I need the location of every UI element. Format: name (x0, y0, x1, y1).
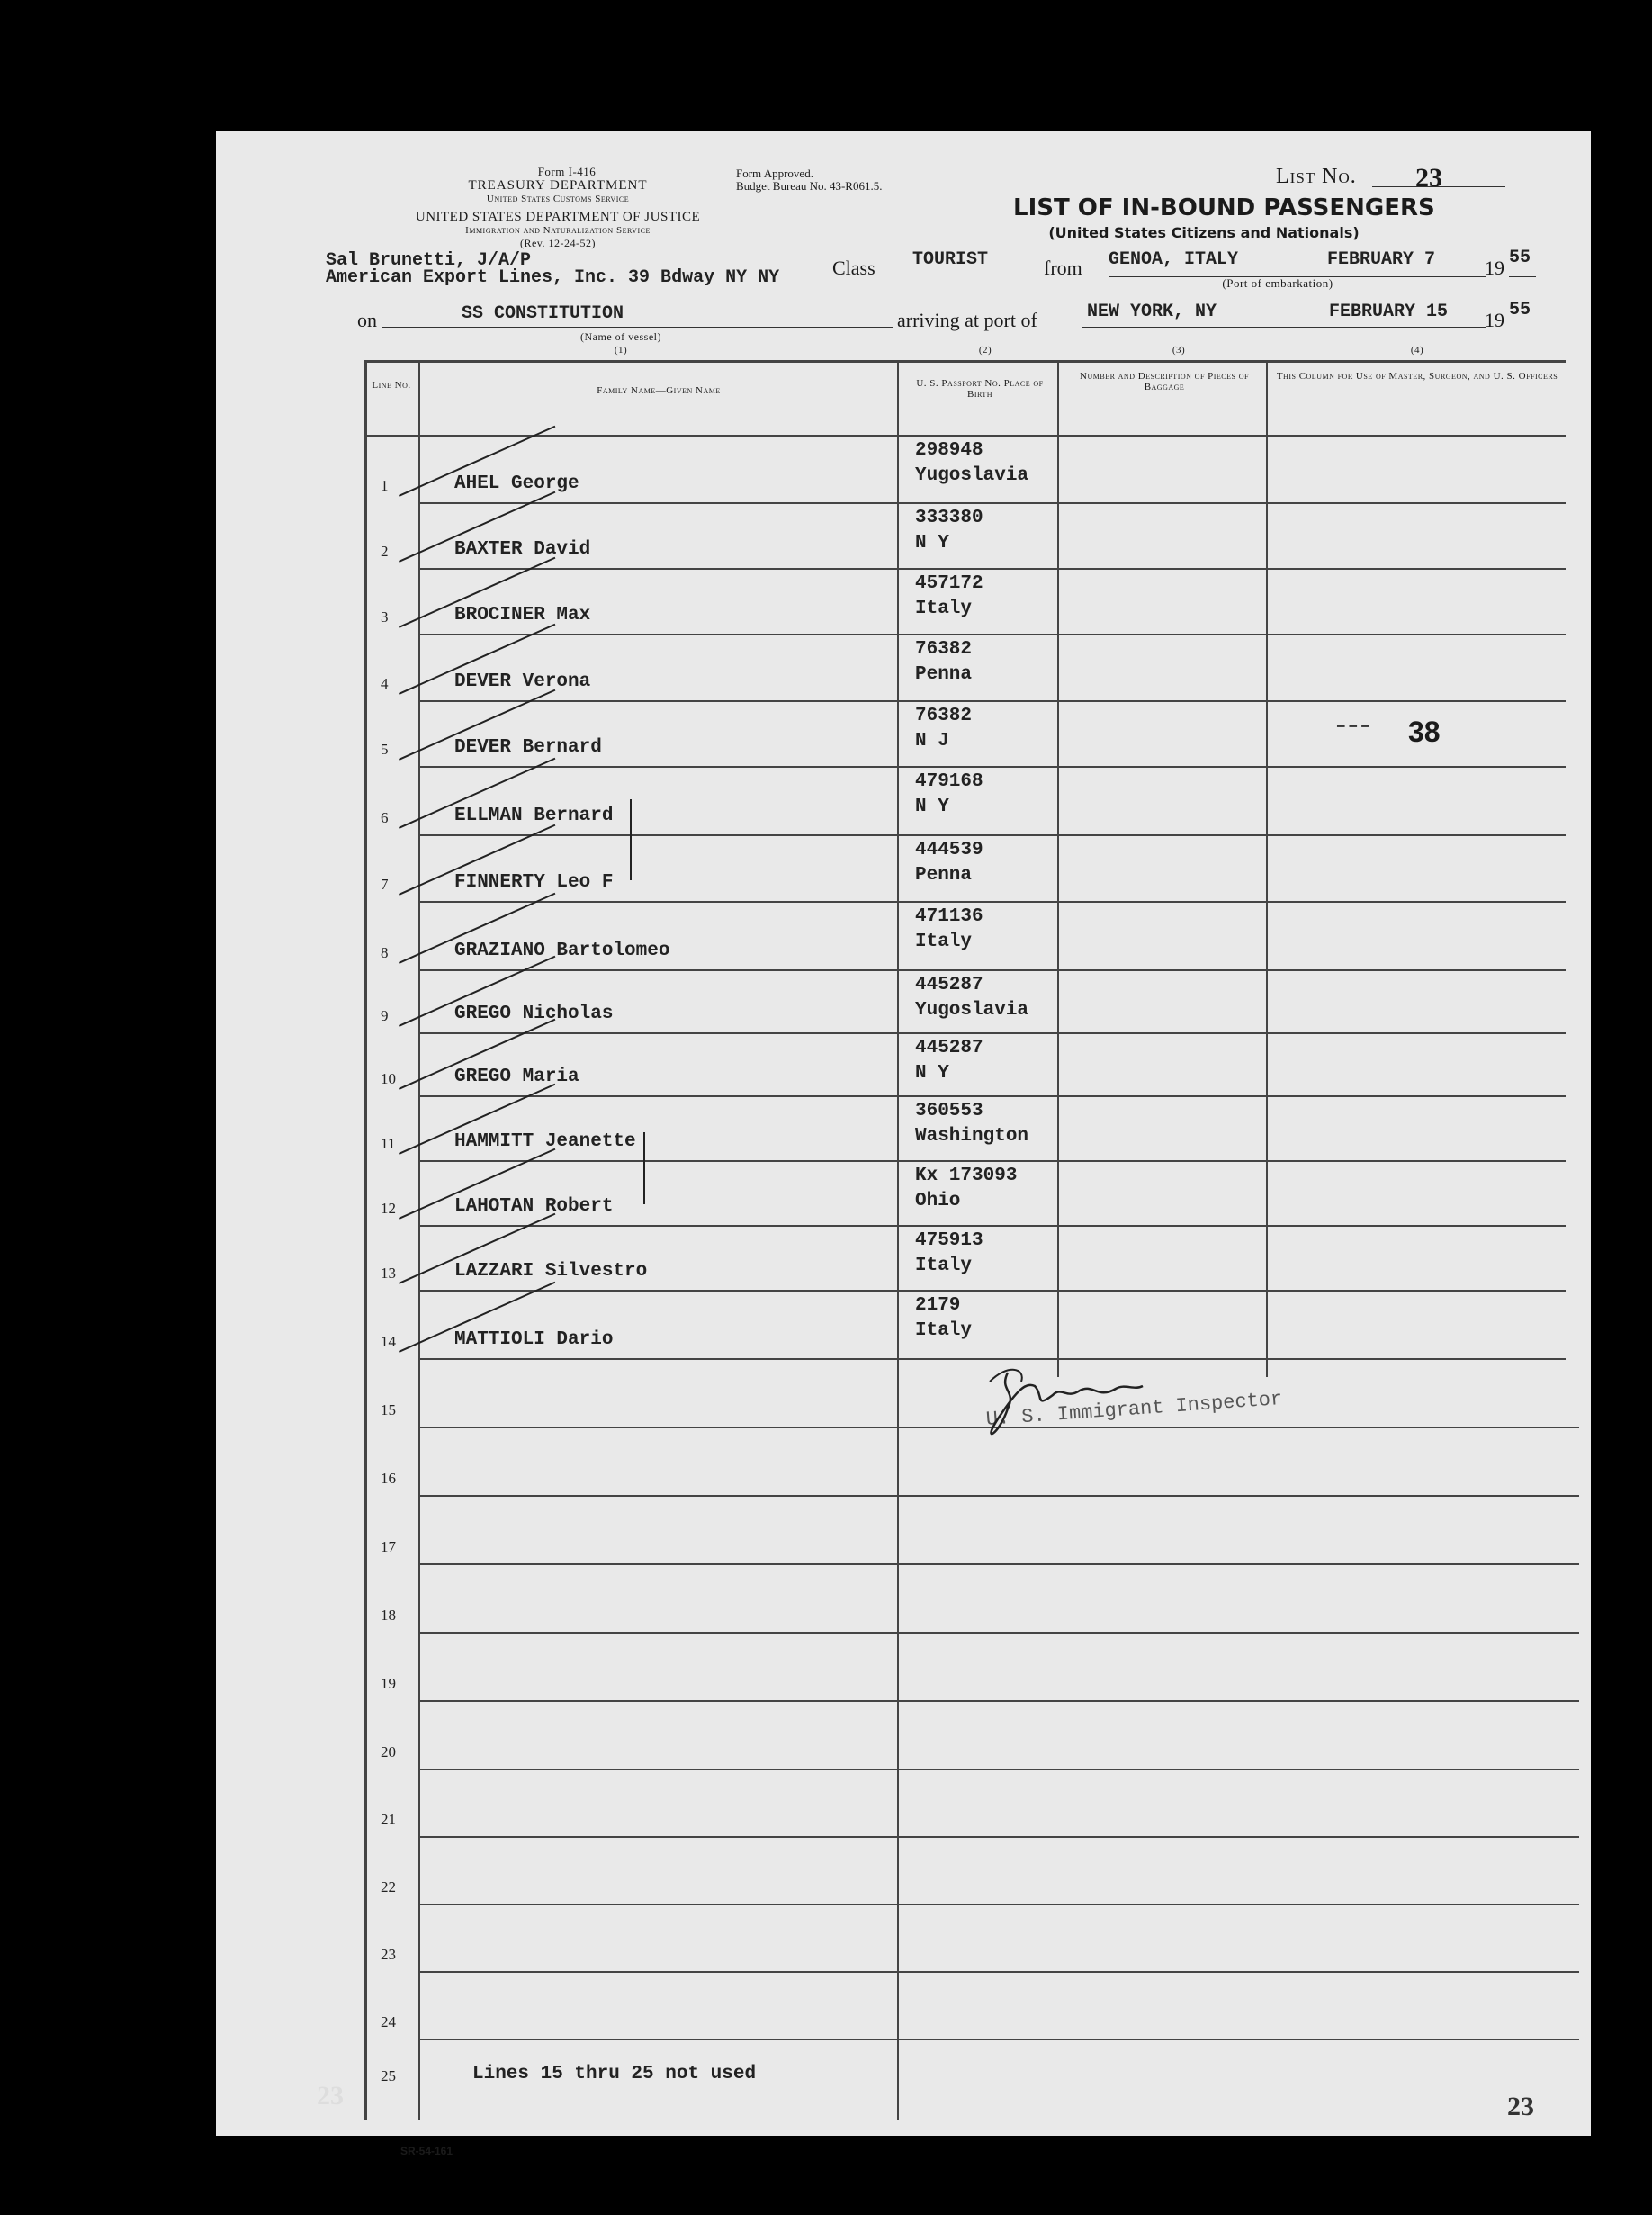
customs-service: United States Customs Service (486, 194, 630, 204)
row-line-number: 23 (381, 1946, 396, 1963)
table-row (364, 1836, 1566, 1904)
row-line-number: 6 (381, 809, 389, 826)
row-passenger-name: DEVER Verona (454, 671, 591, 692)
row-birthplace: Penna (915, 865, 973, 886)
agent-company: American Export Lines, Inc. 39 Bdway NY NY (326, 267, 780, 288)
margin-number-left: 23 (317, 2081, 344, 2111)
row-line-number: 5 (381, 741, 389, 758)
officer-mark: 38 (1408, 716, 1441, 748)
table-row (364, 1290, 1566, 1358)
ins-service: Immigration and Naturalization Service (465, 225, 651, 236)
table-row (364, 435, 1566, 502)
row-line-number: 9 (381, 1007, 389, 1024)
table-row (364, 1495, 1566, 1563)
budget-bureau: Budget Bureau No. 43-R061.5. (736, 179, 883, 193)
inspector-signature (972, 1355, 1152, 1454)
footer-code: SR-54-161 (400, 2145, 453, 2157)
table-row (364, 1563, 1566, 1632)
row-birthplace: Italy (915, 932, 973, 952)
manifest-sheet (216, 131, 1591, 2157)
row-line-number: 24 (381, 2013, 396, 2030)
form-number: Form I-416 (537, 165, 597, 178)
row-birthplace: Penna (915, 664, 973, 685)
row-line-number: 17 (381, 1538, 396, 1555)
row-birthplace: N J (915, 731, 949, 752)
arrival-date: FEBRUARY 15 (1329, 302, 1449, 322)
row-passport-number: 444539 (915, 840, 983, 860)
list-no-label: List No. (1276, 165, 1357, 188)
vessel-name: SS CONSTITUTION (462, 303, 624, 324)
row-passport-number: Kx 173093 (915, 1166, 1018, 1186)
page-subtitle: (United States Citizens and Nationals) (1048, 224, 1360, 241)
departure-year: 55 (1509, 248, 1531, 268)
column-number-2: (2) (978, 345, 992, 356)
inspector-stamp: U. S. Immigrant Inspector (985, 1387, 1284, 1431)
row-line-number: 10 (381, 1070, 396, 1087)
header-baggage: Number and Description of Pieces of Baggage (1080, 371, 1249, 392)
table-row (364, 1971, 1566, 2039)
pen-stroke (630, 799, 632, 880)
row-line-number: 12 (381, 1200, 396, 1217)
row-passport-number: 475913 (915, 1230, 983, 1251)
row-birthplace: Yugoslavia (915, 1000, 1029, 1021)
table-row (364, 1160, 1566, 1225)
table-row (364, 502, 1566, 568)
row-passport-number: 76382 (915, 639, 973, 660)
table-row (364, 634, 1566, 700)
row-line-number: 21 (381, 1811, 396, 1828)
departure-year-prefix: 19 (1485, 257, 1504, 279)
row-passenger-name: ELLMAN Bernard (454, 806, 614, 826)
table-row (364, 1769, 1566, 1836)
row-passport-number: 298948 (915, 440, 983, 461)
row-line-number: 18 (381, 1607, 396, 1624)
row-passport-number: 333380 (915, 508, 983, 528)
row-passenger-name: MATTIOLI Dario (454, 1329, 614, 1350)
table-row (364, 1427, 1566, 1495)
row-passenger-name: GREGO Nicholas (454, 1004, 614, 1024)
arrival-year-prefix: 19 (1485, 309, 1504, 331)
table-row (364, 1700, 1566, 1769)
row-line-number: 15 (381, 1401, 396, 1418)
table-row (364, 1032, 1566, 1095)
table-row (364, 1632, 1566, 1700)
header-name: Family Name—Given Name (597, 385, 721, 396)
row-passport-number: 457172 (915, 573, 983, 594)
list-number: 23 (1415, 163, 1442, 193)
row-passenger-name: BAXTER David (454, 539, 591, 560)
from-label: from (1044, 257, 1082, 279)
row-line-number: 19 (381, 1675, 396, 1692)
row-passport-number: 479168 (915, 771, 983, 792)
row-birthplace: Italy (915, 1256, 973, 1276)
row-line-number: 22 (381, 1878, 396, 1895)
form-revision: (Rev. 12-24-52) (519, 237, 597, 249)
row-passport-number: 445287 (915, 1038, 983, 1058)
table-row (364, 766, 1566, 834)
row-line-number: 3 (381, 608, 389, 626)
embark-caption: (Port of embarkation) (1222, 276, 1333, 290)
class-value: TOURIST (912, 249, 989, 270)
vessel-caption: (Name of vessel) (580, 330, 661, 343)
table-row (364, 1358, 1566, 1427)
table-top-border (364, 360, 1566, 363)
on-label: on (357, 309, 377, 331)
column-number-3: (3) (1172, 345, 1186, 356)
embark-port: GENOA, ITALY (1109, 249, 1239, 270)
header-officers: This Column for Use of Master, Surgeon, and U. S. Officers (1276, 371, 1558, 382)
row-passport-number: 360553 (915, 1101, 983, 1121)
departure-year-underline (1509, 276, 1536, 277)
class-label: Class (832, 257, 875, 279)
row-birthplace: Yugoslavia (915, 465, 1029, 486)
justice-dept: UNITED STATES DEPARTMENT OF JUSTICE (415, 210, 701, 224)
row-line-number: 7 (381, 876, 389, 893)
row-passenger-name: AHEL George (454, 473, 579, 494)
form-approved: Form Approved. (736, 167, 813, 180)
margin-number-right: 23 (1507, 2092, 1534, 2121)
row-line-number: 13 (381, 1265, 396, 1282)
row-line-number: 8 (381, 944, 389, 961)
row-birthplace: Washington (915, 1126, 1029, 1147)
arrival-port: NEW YORK, NY (1087, 302, 1217, 322)
row-line-number: 25 (381, 2067, 396, 2084)
row-birthplace: N Y (915, 533, 949, 554)
arrival-year: 55 (1509, 300, 1531, 320)
row-line-number: 4 (381, 675, 389, 692)
row-line-number: 14 (381, 1333, 396, 1350)
table-row (364, 1904, 1566, 1971)
row-passport-number: 2179 (915, 1295, 961, 1316)
table-row (364, 568, 1566, 634)
vessel-underline (382, 327, 893, 328)
row-passenger-name: LAZZARI Silvestro (454, 1261, 648, 1282)
arriving-label: arriving at port of (897, 309, 1037, 331)
table-row (364, 2039, 1566, 2093)
pen-stroke (643, 1132, 645, 1204)
row-birthplace: Ohio (915, 1191, 961, 1211)
row-birthplace: Italy (915, 599, 973, 619)
row-line-number: 1 (381, 477, 389, 494)
agent-name: Sal Brunetti, J/A/P (326, 250, 532, 271)
row-passenger-name: HAMMITT Jeanette (454, 1131, 636, 1152)
row-line-number: 11 (381, 1135, 396, 1152)
row-birthplace: N Y (915, 1063, 949, 1084)
row-passenger-name: GREGO Maria (454, 1067, 579, 1087)
row-line-number: 20 (381, 1743, 396, 1760)
table-row (364, 834, 1566, 901)
column-number-1: (1) (614, 345, 628, 356)
row-passenger-name: FINNERTY Leo F (454, 872, 614, 893)
header-passport: U. S. Passport No. Place of Birth (916, 378, 1044, 400)
row-line-number: 16 (381, 1470, 396, 1487)
row-passport-number: 445287 (915, 975, 983, 995)
row-passenger-name: BROCINER Max (454, 605, 591, 626)
row-passenger-name: LAHOTAN Robert (454, 1196, 614, 1217)
row-passport-number: 76382 (915, 706, 973, 726)
row-passport-number: 471136 (915, 906, 983, 927)
treasury-dept: TREASURY DEPARTMENT (468, 178, 648, 193)
departure-date: FEBRUARY 7 (1327, 249, 1436, 270)
row-birthplace: N Y (915, 797, 949, 817)
row-passenger-name: Lines 15 thru 25 not used (472, 2064, 757, 2084)
column-number-4: (4) (1410, 345, 1424, 356)
header-line-no: Line No. (372, 380, 411, 391)
row-birthplace: Italy (915, 1320, 973, 1341)
table-row (364, 1225, 1566, 1290)
passenger-table (364, 360, 1588, 2120)
officer-scribble: ⁻⁻⁻ (1336, 720, 1373, 740)
page-title: LIST OF IN-BOUND PASSENGERS (1013, 194, 1435, 221)
row-line-number: 2 (381, 543, 389, 560)
arrival-underline (1082, 327, 1486, 328)
row-passenger-name: GRAZIANO Bartolomeo (454, 941, 670, 961)
row-passenger-name: DEVER Bernard (454, 737, 602, 758)
table-row (364, 700, 1566, 766)
table-row (364, 1095, 1566, 1160)
